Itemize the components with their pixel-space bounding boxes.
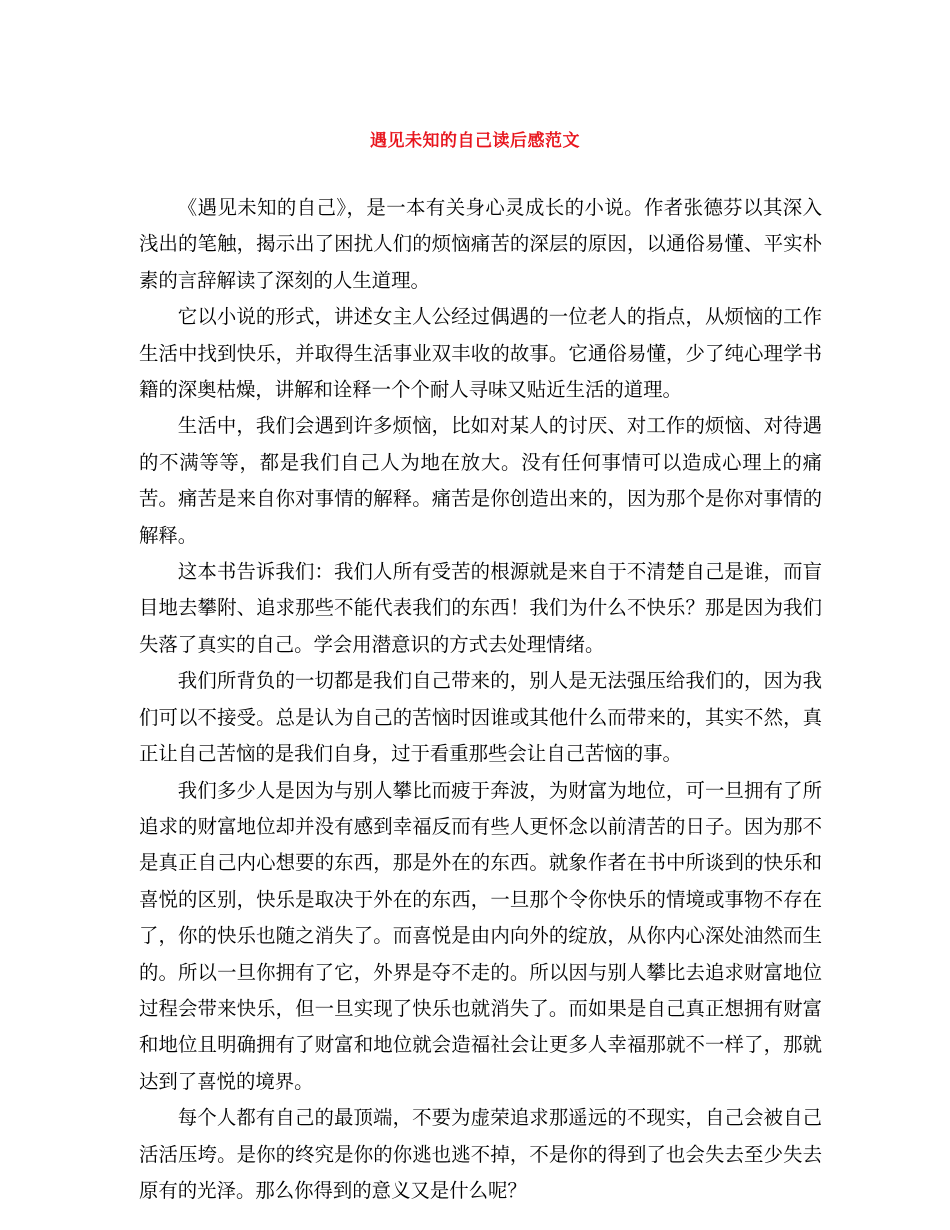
document-body xyxy=(139,190,822,1209)
paragraph-6: 我们多少人是因为与别人攀比而疲于奔波，为财富为地位，可一旦拥有了所追求的财富地位却并没有感到幸福反而有些人更怀念以前清苦的日子。因为那不是真正自己内心想要的东西，那是外在的东西。就象作者在书中所谈到的快乐和喜悦的区别，快乐是取决于外在的东西，一旦那个令你快乐的情境或事物不存在了，你的快乐也随之消失了。而喜悦是由内向外的绽放，从你内心深处油然而生的。所以一旦你拥有了它，外界是夺不走的。所以因与别人攀比去追求财富地位过程会带来快乐，但一旦实现了快乐也就消失了。而如果是自己真正想拥有财富和地位且明确拥有了财富和地位就会造福社会让更多人幸福那就不一样了，那就达到了喜悦的境界。 xyxy=(139,778,822,1093)
paragraph-1: 《遇见未知的自己》，是一本有关身心灵成长的小说。作者张德芬以其深入浅出的笔触，揭示出了困扰人们的烦恼痛苦的深层的原因，以通俗易懂、平实朴素的言辞解读了深刻的人生道理。 xyxy=(139,196,822,292)
paragraph-4: 这本书告诉我们：我们人所有受苦的根源就是来自于不清楚自己是谁，而盲目地去攀附、追求那些不能代表我们的东西！我们为什么不快乐？那是因为我们失落了真实的自己。学会用潜意识的方式去处理情绪。 xyxy=(139,560,822,656)
paragraph-7: 每个人都有自己的最顶端，不要为虚荣追求那遥远的不现实，自己会被自己活活压垮。是你的终究是你的你逃也逃不掉，不是你的得到了也会失去至少失去原有的光泽。那么你得到的意义又是什么呢？ xyxy=(139,1106,822,1202)
paragraph-5: 我们所背负的一切都是我们自己带来的，别人是无法强压给我们的，因为我们可以不接受。总是认为自己的苦恼时因谁或其他什么而带来的，其实不然，真正让自己苦恼的是我们自身，过于看重那些会让自己苦恼的事。 xyxy=(139,669,822,766)
paragraph-2: 它以小说的形式，讲述女主人公经过偶遇的一位老人的指点，从烦恼的工作生活中找到快乐，并取得生活事业双丰收的故事。它通俗易懂，少了纯心理学书籍的深奥枯燥，讲解和诠释一个个耐人寻味又贴近生活的道理。 xyxy=(139,305,822,402)
paragraph-3: 生活中，我们会遇到许多烦恼，比如对某人的讨厌、对工作的烦恼、对待遇的不满等等，都是我们自己人为地在放大。没有任何事情可以造成心理上的痛苦。痛苦是来自你对事情的解释。痛苦是你创造出来的，因为那个是你对事情的解释。 xyxy=(139,414,822,547)
document-title: 遇见未知的自己读后感范文 xyxy=(370,131,580,151)
